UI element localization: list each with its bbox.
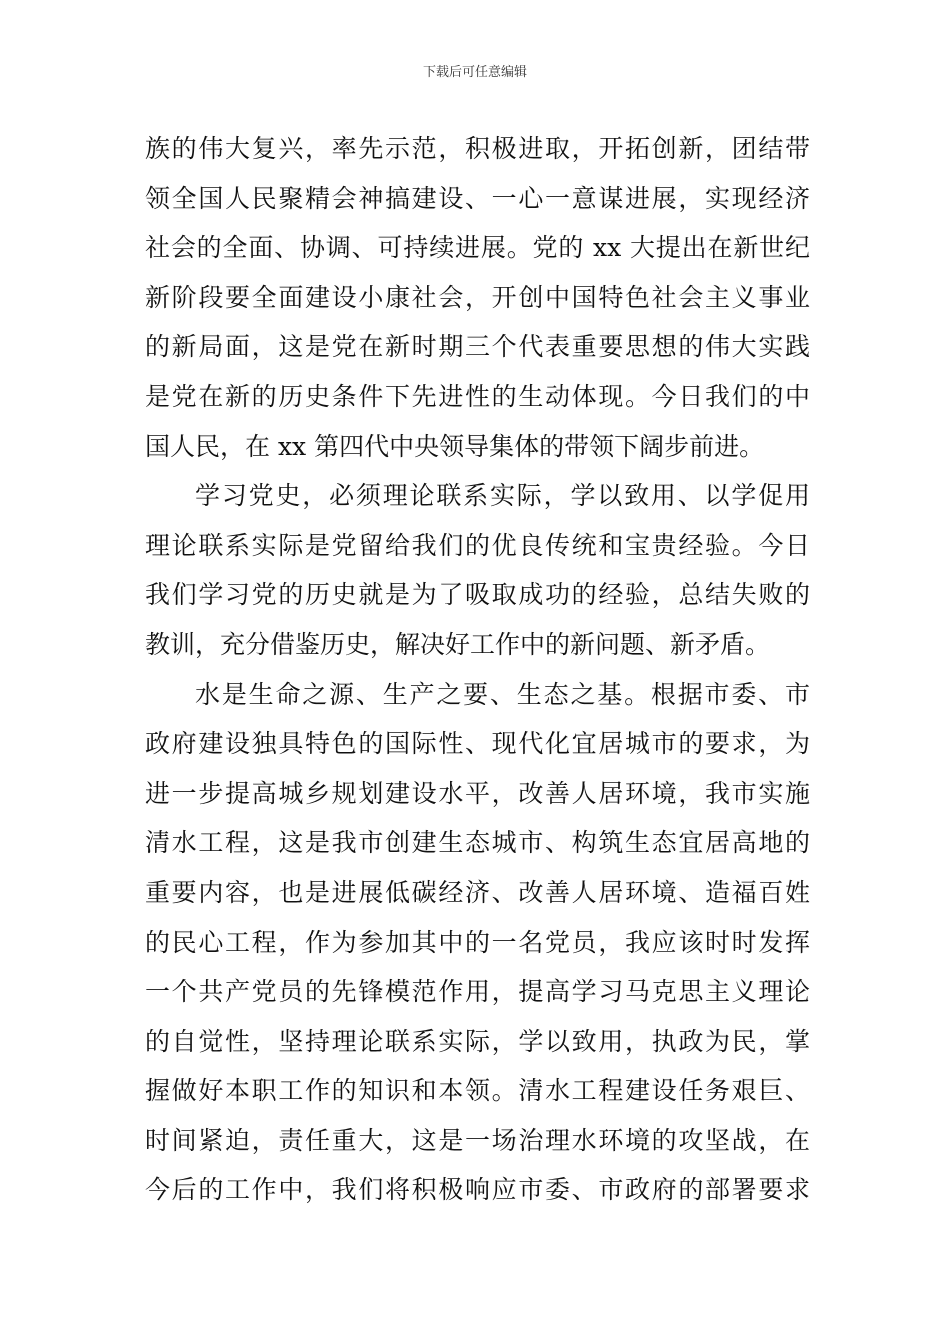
text-line: 清水工程，这是我市创建生态城市、构筑生态宜居高地的 xyxy=(145,828,810,858)
text-line: 社会的全面、协调、可持续进展。党的 xx 大提出在新世纪 xyxy=(145,233,810,263)
text-line: 理论联系实际是党留给我们的优良传统和宝贵经验。今日 xyxy=(145,530,810,560)
text-line: 是党在新的历史条件下先进性的生动体现。今日我们的中 xyxy=(145,381,810,411)
text-line: 政府建设独具特色的国际性、现代化宜居城市的要求，为 xyxy=(145,729,810,759)
text-line: 的民心工程，作为参加其中的一名党员，我应该时时发挥 xyxy=(145,927,810,957)
text-line: 领全国人民聚精会神搞建设、一心一意谋进展，实现经济 xyxy=(145,183,810,213)
text-line: 新阶段要全面建设小康社会，开创中国特色社会主义事业 xyxy=(145,282,810,312)
text-line: 进一步提高城乡规划建设水平，改善人居环境，我市实施 xyxy=(145,778,810,808)
text-line: 的新局面，这是党在新时期三个代表重要思想的伟大实践 xyxy=(145,332,810,362)
text-line: 族的伟大复兴，率先示范，积极进取，开拓创新，团结带 xyxy=(145,134,810,163)
text-line: 时间紧迫，责任重大，这是一场治理水环境的攻坚战，在 xyxy=(145,1125,810,1155)
text-line: 重要内容，也是进展低碳经济、改善人居环境、造福百姓 xyxy=(145,877,810,907)
text-line: 我们学习党的历史就是为了吸取成功的经验，总结失败的 xyxy=(145,580,810,610)
text-line: 国人民，在 xx 第四代中央领导集体的带领下阔步前进。 xyxy=(145,431,765,461)
text-line: 今后的工作中，我们将积极响应市委、市政府的部署要求 xyxy=(145,1175,810,1205)
text-line: 学习党史，必须理论联系实际，学以致用、以学促用 xyxy=(195,481,810,511)
page-header: 下载后可任意编辑 xyxy=(422,65,527,80)
text-line: 的自觉性，坚持理论联系实际，学以致用，执政为民，掌 xyxy=(145,1026,810,1056)
document-body xyxy=(145,124,810,1215)
text-line: 握做好本职工作的知识和本领。清水工程建设任务艰巨、 xyxy=(145,1076,810,1106)
text-line: 一个共产党员的先锋模范作用，提高学习马克思主义理论 xyxy=(145,977,810,1007)
text-line: 教训，充分借鉴历史，解决好工作中的新问题、新矛盾。 xyxy=(145,629,771,659)
text-line: 水是生命之源、生产之要、生态之基。根据市委、市 xyxy=(195,679,810,709)
